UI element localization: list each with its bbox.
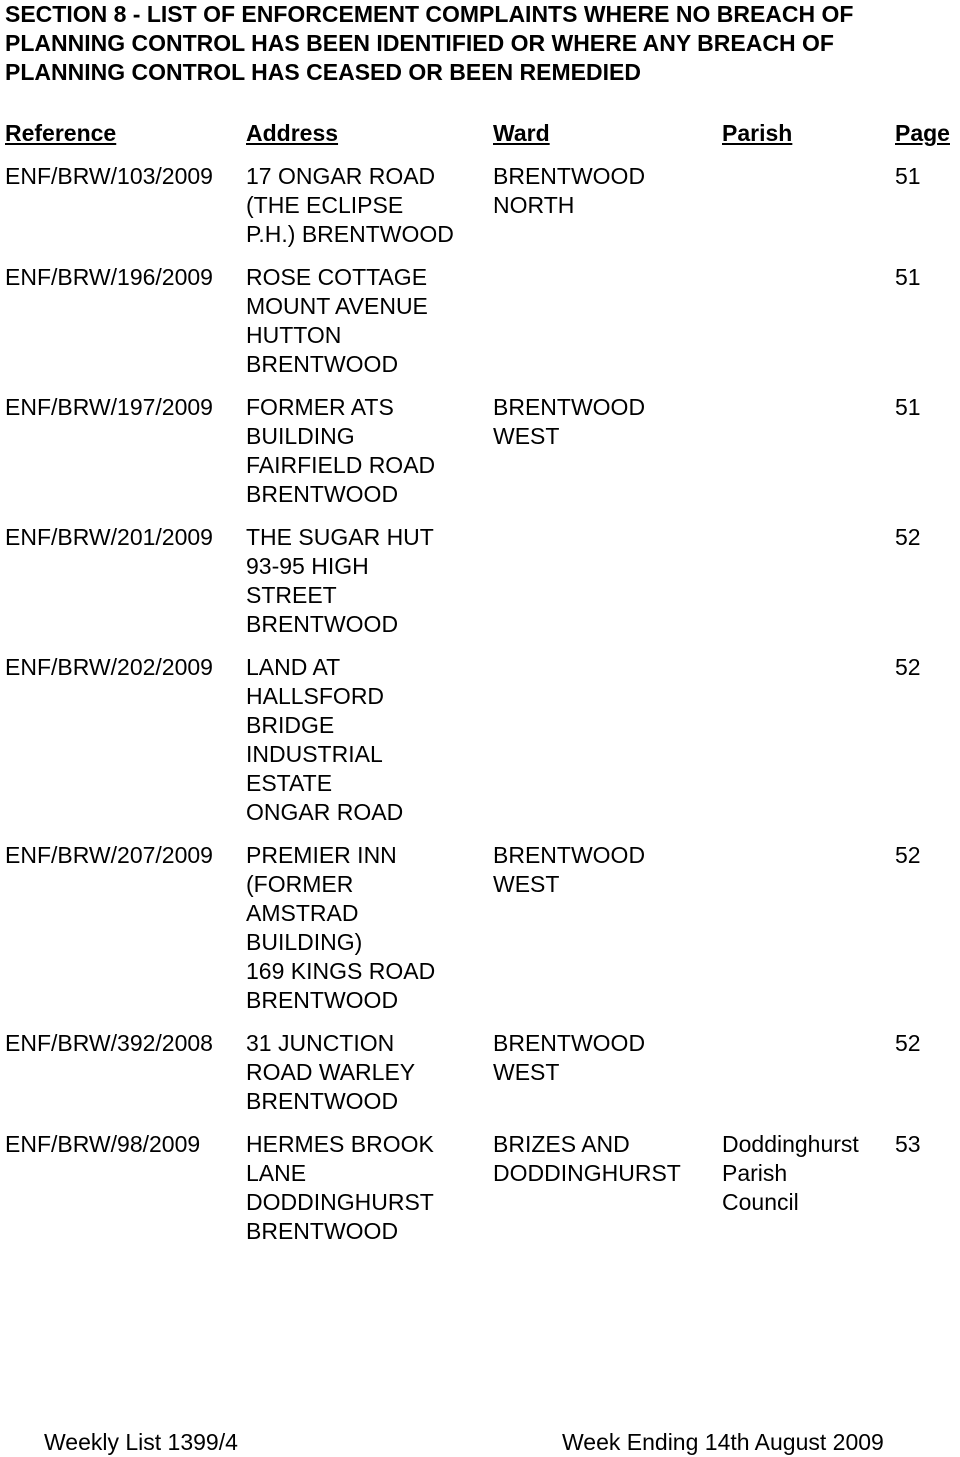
- ward-cell-line: BRENTWOOD: [493, 842, 646, 868]
- address-cell-line: BRENTWOOD: [246, 1088, 399, 1114]
- address-cell-line: ESTATE: [246, 770, 333, 796]
- footer-weekly-list: Weekly List 1399/4: [44, 1429, 238, 1455]
- address-cell-line: BRENTWOOD: [246, 1218, 399, 1244]
- page-cell: 52: [895, 654, 921, 680]
- address-cell: [246, 841, 486, 1015]
- address-cell-line: 31 JUNCTION: [246, 1030, 395, 1056]
- page-cell: 52: [895, 842, 921, 868]
- section-title: SECTION 8 - LIST OF ENFORCEMENT COMPLAINTS WHERE NO BREACH OF PLANNING CONTROL HAS BEEN IDENTIFIED OR WHERE ANY BREACH OF PLANNING CONTROL HAS CEASED OR BEEN REMEDIED: [5, 1, 854, 85]
- ward-cell-line: BRENTWOOD: [493, 1030, 646, 1056]
- address-cell: [246, 1130, 486, 1246]
- address-cell-line: INDUSTRIAL: [246, 741, 383, 767]
- address-cell-line: PREMIER INN: [246, 842, 397, 868]
- address-cell: [246, 1029, 486, 1116]
- header-page: Page: [895, 120, 950, 146]
- reference-cell: ENF/BRW/392/2008: [5, 1030, 213, 1056]
- address-cell-line: 93-95 HIGH: [246, 553, 369, 579]
- address-cell-line: HERMES BROOK: [246, 1131, 434, 1157]
- ward-cell: [493, 1130, 718, 1188]
- reference-cell: ENF/BRW/98/2009: [5, 1131, 201, 1157]
- address-cell-line: HUTTON: [246, 322, 342, 348]
- header-reference: Reference: [5, 120, 117, 146]
- header-address: Address: [246, 120, 339, 146]
- address-cell-line: DODDINGHURST: [246, 1189, 434, 1215]
- footer-week-ending: Week Ending 14th August 2009: [562, 1429, 884, 1455]
- address-cell-line: (THE ECLIPSE: [246, 192, 404, 218]
- ward-cell: [493, 841, 718, 899]
- address-cell-line: BRENTWOOD: [246, 481, 399, 507]
- parish-cell-line: Council: [722, 1189, 799, 1215]
- address-cell-line: HALLSFORD: [246, 683, 385, 709]
- address-cell: [246, 653, 486, 827]
- address-cell-line: LAND AT: [246, 654, 341, 680]
- reference-cell: ENF/BRW/196/2009: [5, 264, 213, 290]
- address-cell-line: FORMER ATS: [246, 394, 394, 420]
- page-cell: 53: [895, 1131, 921, 1157]
- address-cell-line: FAIRFIELD ROAD: [246, 452, 436, 478]
- address-cell: [246, 162, 486, 249]
- ward-cell-line: WEST: [493, 1059, 560, 1085]
- reference-cell: ENF/BRW/207/2009: [5, 842, 213, 868]
- ward-cell-line: BRIZES AND: [493, 1131, 630, 1157]
- address-cell-line: LANE: [246, 1160, 307, 1186]
- header-ward: Ward: [493, 120, 550, 146]
- address-cell-line: BRENTWOOD: [246, 351, 399, 377]
- address-cell: [246, 393, 486, 509]
- reference-cell: ENF/BRW/202/2009: [5, 654, 213, 680]
- address-cell-line: ROSE COTTAGE: [246, 264, 428, 290]
- address-cell-line: BRENTWOOD: [246, 611, 399, 637]
- ward-cell-line: BRENTWOOD: [493, 163, 646, 189]
- address-cell: [246, 263, 486, 379]
- address-cell-line: MOUNT AVENUE: [246, 293, 428, 319]
- address-cell-line: BUILDING): [246, 929, 363, 955]
- ward-cell: [493, 162, 718, 220]
- address-cell-line: 169 KINGS ROAD: [246, 958, 436, 984]
- ward-cell-line: NORTH: [493, 192, 575, 218]
- address-cell-line: BUILDING: [246, 423, 355, 449]
- reference-cell: ENF/BRW/201/2009: [5, 524, 213, 550]
- address-cell-line: P.H.) BRENTWOOD: [246, 221, 454, 247]
- parish-cell-line: Parish: [722, 1160, 788, 1186]
- page-cell: 51: [895, 264, 921, 290]
- address-cell: [246, 523, 486, 639]
- ward-cell-line: WEST: [493, 871, 560, 897]
- parish-cell: [722, 1130, 892, 1217]
- address-cell-line: ONGAR ROAD: [246, 799, 404, 825]
- reference-cell: ENF/BRW/103/2009: [5, 163, 213, 189]
- address-cell-line: 17 ONGAR ROAD: [246, 163, 436, 189]
- page-cell: 52: [895, 1030, 921, 1056]
- reference-cell: ENF/BRW/197/2009: [5, 394, 213, 420]
- ward-cell: [493, 1029, 718, 1087]
- address-cell-line: THE SUGAR HUT: [246, 524, 434, 550]
- address-cell-line: (FORMER: [246, 871, 354, 897]
- address-cell-line: BRENTWOOD: [246, 987, 399, 1013]
- address-cell-line: ROAD WARLEY: [246, 1059, 416, 1085]
- address-cell-line: BRIDGE: [246, 712, 335, 738]
- address-cell-line: AMSTRAD: [246, 900, 359, 926]
- page-cell: 52: [895, 524, 921, 550]
- ward-cell-line: BRENTWOOD: [493, 394, 646, 420]
- header-parish: Parish: [722, 120, 793, 146]
- address-cell-line: STREET: [246, 582, 337, 608]
- ward-cell-line: WEST: [493, 423, 560, 449]
- page-cell: 51: [895, 163, 921, 189]
- page-cell: 51: [895, 394, 921, 420]
- parish-cell-line: Doddinghurst: [722, 1131, 859, 1157]
- ward-cell-line: DODDINGHURST: [493, 1160, 681, 1186]
- ward-cell: [493, 393, 718, 451]
